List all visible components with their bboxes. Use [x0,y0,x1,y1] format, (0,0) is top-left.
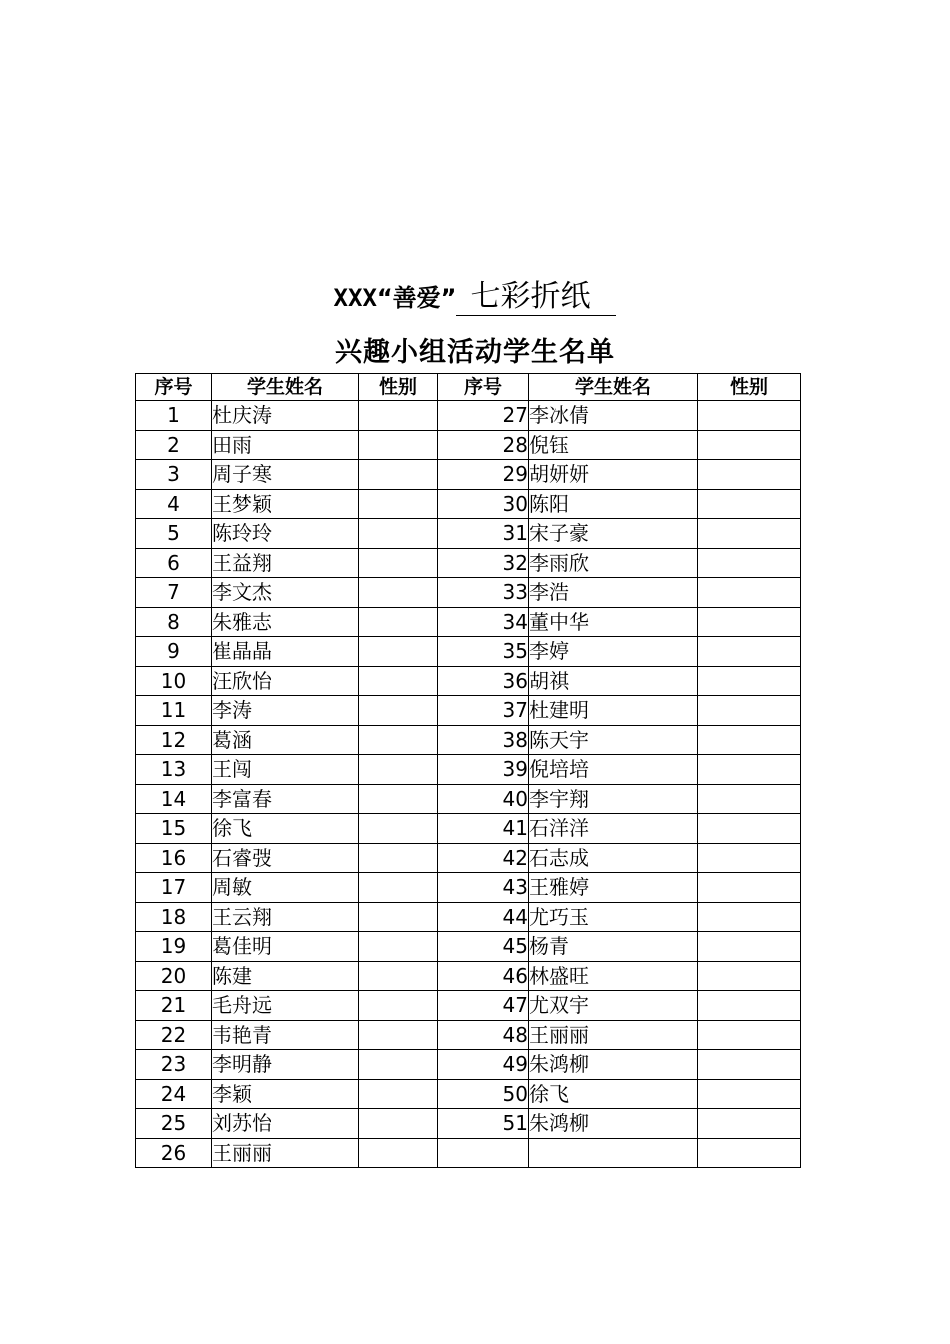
gender-cell [359,1138,438,1168]
table-row [136,784,801,814]
serial-cell: 4 [136,489,212,519]
gender-cell [698,696,801,726]
table-row [136,814,801,844]
serial-cell: 13 [136,755,212,785]
gender-cell [359,460,438,490]
gender-cell [698,578,801,608]
serial-cell: 32 [438,548,529,578]
student-name-cell: 陈玲玲 [212,519,359,549]
student-name-cell: 汪欣怡 [212,666,359,696]
header-gender-left: 性别 [359,374,438,401]
student-name-cell: 李富春 [212,784,359,814]
gender-cell [698,460,801,490]
table-row [136,843,801,873]
serial-cell: 15 [136,814,212,844]
gender-cell [698,843,801,873]
student-name-cell: 王闯 [212,755,359,785]
serial-cell: 21 [136,991,212,1021]
gender-cell [359,843,438,873]
gender-cell [698,637,801,667]
gender-cell [359,902,438,932]
table-row [136,902,801,932]
student-name-cell: 尤双宇 [529,991,698,1021]
serial-cell: 20 [136,961,212,991]
serial-cell: 2 [136,430,212,460]
serial-cell: 46 [438,961,529,991]
serial-cell: 34 [438,607,529,637]
gender-cell [359,814,438,844]
gender-cell [698,519,801,549]
student-name-cell: 陈阳 [529,489,698,519]
serial-cell: 49 [438,1050,529,1080]
serial-cell: 18 [136,902,212,932]
serial-cell: 39 [438,755,529,785]
gender-cell [359,548,438,578]
serial-cell: 33 [438,578,529,608]
student-name-cell: 胡妍妍 [529,460,698,490]
header-student-name-right: 学生姓名 [529,374,698,401]
table-header-row [136,374,801,401]
student-name-cell: 陈建 [212,961,359,991]
gender-cell [698,1050,801,1080]
serial-cell: 8 [136,607,212,637]
student-name-cell: 杜庆涛 [212,401,359,431]
table-row [136,932,801,962]
table-row [136,725,801,755]
student-name-cell: 徐飞 [212,814,359,844]
gender-cell [698,548,801,578]
serial-cell: 23 [136,1050,212,1080]
gender-cell [698,1109,801,1139]
serial-cell: 41 [438,814,529,844]
header-serial-left: 序号 [136,374,212,401]
serial-cell [438,1138,529,1168]
serial-cell: 44 [438,902,529,932]
gender-cell [359,991,438,1021]
table-row [136,696,801,726]
gender-cell [698,873,801,903]
student-name-cell: 杨青 [529,932,698,962]
serial-cell: 19 [136,932,212,962]
table-row [136,1109,801,1139]
serial-cell: 16 [136,843,212,873]
student-name-cell: 杜建明 [529,696,698,726]
student-name-cell: 李明静 [212,1050,359,1080]
gender-cell [698,666,801,696]
gender-cell [698,725,801,755]
title-activity-name: 七彩折纸 [456,279,616,316]
serial-cell: 7 [136,578,212,608]
student-name-cell: 李浩 [529,578,698,608]
gender-cell [698,902,801,932]
title-prefix: XXX [333,284,377,312]
serial-cell: 50 [438,1079,529,1109]
gender-cell [698,961,801,991]
table-row [136,519,801,549]
student-name-cell: 朱雅志 [212,607,359,637]
serial-cell: 31 [438,519,529,549]
gender-cell [359,489,438,519]
student-name-cell: 倪培培 [529,755,698,785]
table-row [136,637,801,667]
serial-cell: 25 [136,1109,212,1139]
document-title [0,278,950,316]
gender-cell [359,430,438,460]
student-name-cell: 朱鸿柳 [529,1109,698,1139]
student-name-cell: 田雨 [212,430,359,460]
header-student-name-left: 学生姓名 [212,374,359,401]
serial-cell: 1 [136,401,212,431]
student-name-cell [529,1138,698,1168]
table-row [136,1079,801,1109]
serial-cell: 45 [438,932,529,962]
gender-cell [359,666,438,696]
student-name-cell: 石志成 [529,843,698,873]
gender-cell [359,873,438,903]
student-name-cell: 徐飞 [529,1079,698,1109]
student-name-cell: 周子寒 [212,460,359,490]
student-name-cell: 毛舟远 [212,991,359,1021]
gender-cell [698,784,801,814]
gender-cell [359,932,438,962]
gender-cell [698,755,801,785]
gender-cell [359,784,438,814]
table-row [136,873,801,903]
serial-cell: 22 [136,1020,212,1050]
student-name-cell: 董中华 [529,607,698,637]
table-row [136,1050,801,1080]
gender-cell [698,489,801,519]
serial-cell: 14 [136,784,212,814]
table-row [136,961,801,991]
student-roster-table [135,373,801,1168]
serial-cell: 28 [438,430,529,460]
gender-cell [698,607,801,637]
serial-cell: 24 [136,1079,212,1109]
student-name-cell: 王梦颖 [212,489,359,519]
serial-cell: 38 [438,725,529,755]
serial-cell: 26 [136,1138,212,1168]
gender-cell [359,401,438,431]
table-row [136,1020,801,1050]
table-body [136,401,801,1168]
student-name-cell: 李文杰 [212,578,359,608]
serial-cell: 11 [136,696,212,726]
table-row [136,430,801,460]
student-name-cell: 王云翔 [212,902,359,932]
gender-cell [698,1020,801,1050]
gender-cell [698,1079,801,1109]
student-name-cell: 胡祺 [529,666,698,696]
serial-cell: 5 [136,519,212,549]
student-name-cell: 李雨欣 [529,548,698,578]
gender-cell [359,1020,438,1050]
student-name-cell: 王益翔 [212,548,359,578]
serial-cell: 30 [438,489,529,519]
student-name-cell: 刘苏怡 [212,1109,359,1139]
serial-cell: 42 [438,843,529,873]
student-name-cell: 王丽丽 [212,1138,359,1168]
gender-cell [698,991,801,1021]
gender-cell [359,696,438,726]
serial-cell: 43 [438,873,529,903]
table-row [136,755,801,785]
student-name-cell: 葛佳明 [212,932,359,962]
student-name-cell: 倪钰 [529,430,698,460]
table-row [136,578,801,608]
table-row [136,548,801,578]
gender-cell [359,755,438,785]
serial-cell: 29 [438,460,529,490]
gender-cell [359,578,438,608]
serial-cell: 10 [136,666,212,696]
gender-cell [698,814,801,844]
serial-cell: 36 [438,666,529,696]
serial-cell: 6 [136,548,212,578]
serial-cell: 40 [438,784,529,814]
gender-cell [698,430,801,460]
document-subtitle: 兴趣小组活动学生名单 [335,337,615,368]
table-row [136,489,801,519]
serial-cell: 3 [136,460,212,490]
gender-cell [359,1079,438,1109]
gender-cell [698,401,801,431]
table-row [136,991,801,1021]
student-name-cell: 石睿弢 [212,843,359,873]
serial-cell: 37 [438,696,529,726]
student-name-cell: 崔晶晶 [212,637,359,667]
table-row [136,607,801,637]
serial-cell: 47 [438,991,529,1021]
student-name-cell: 林盛旺 [529,961,698,991]
gender-cell [359,961,438,991]
header-gender-right: 性别 [698,374,801,401]
gender-cell [359,637,438,667]
table-row [136,666,801,696]
student-name-cell: 李涛 [212,696,359,726]
serial-cell: 9 [136,637,212,667]
serial-cell: 12 [136,725,212,755]
student-name-cell: 葛涵 [212,725,359,755]
gender-cell [359,1050,438,1080]
student-name-cell: 李婷 [529,637,698,667]
table-row [136,401,801,431]
student-name-cell: 李冰倩 [529,401,698,431]
table-row [136,460,801,490]
student-name-cell: 韦艳青 [212,1020,359,1050]
student-name-cell: 陈天宇 [529,725,698,755]
serial-cell: 51 [438,1109,529,1139]
student-name-cell: 李颖 [212,1079,359,1109]
student-name-cell: 周敏 [212,873,359,903]
gender-cell [698,932,801,962]
serial-cell: 35 [438,637,529,667]
student-name-cell: 李宇翔 [529,784,698,814]
serial-cell: 27 [438,401,529,431]
student-name-cell: 石洋洋 [529,814,698,844]
student-name-cell: 尤巧玉 [529,902,698,932]
gender-cell [359,607,438,637]
table-row [136,1138,801,1168]
gender-cell [698,1138,801,1168]
serial-cell: 48 [438,1020,529,1050]
student-name-cell: 王雅婷 [529,873,698,903]
title-quoted-name: “善爱” [376,284,457,312]
gender-cell [359,725,438,755]
student-name-cell: 朱鸿柳 [529,1050,698,1080]
gender-cell [359,519,438,549]
student-name-cell: 王丽丽 [529,1020,698,1050]
gender-cell [359,1109,438,1139]
serial-cell: 17 [136,873,212,903]
header-serial-right: 序号 [438,374,529,401]
student-name-cell: 宋子豪 [529,519,698,549]
